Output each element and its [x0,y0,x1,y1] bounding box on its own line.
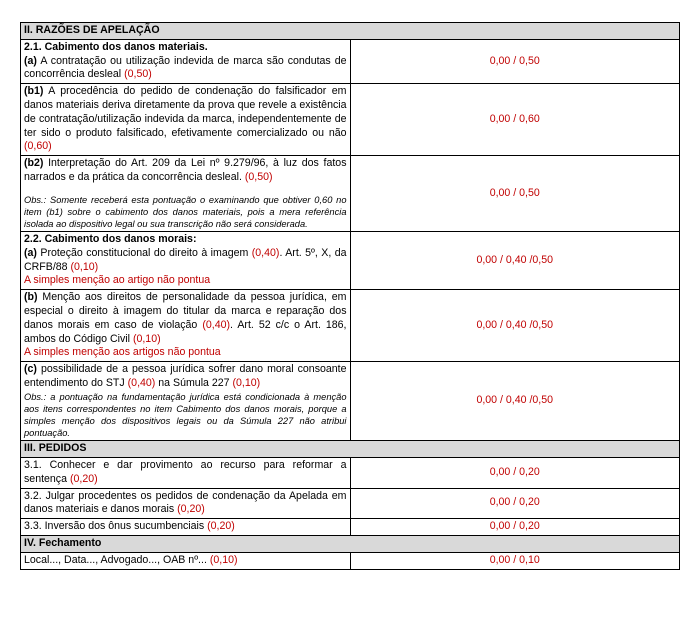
table-row [21,232,680,290]
criterion-text: Menção aos direitos de personalidade da pessoa jurídica, em especial o direito à imagem do titular da marca e reparação dos danos morais em caso de violação [24,291,347,331]
points-label: (0,10) [232,377,261,390]
score-cell: 0,00 / 0,20 [350,488,680,519]
warning-note: A simples menção aos artigos não pontua [24,346,221,359]
criterion-text: A procedência do pedido de condenação do falsificador em danos materiais deriva diretamente da prova que revele a existência de contratação/utilização indevida da marca, independentemente de ter sido o produto falsificado, efetivamente comercializado ou não [24,85,347,139]
points-label: (0,10) [70,260,99,273]
item-heading: 2.2. Cabimento dos danos morais: [24,233,197,246]
criterion-cell [21,156,351,232]
criterion-text: 3.3. Inversão dos ônus sucumbenciais [24,520,208,533]
score-cell: 0,00 / 0,20 [350,457,680,488]
criterion-cell [21,362,351,441]
points-label: (0,60) [24,140,52,153]
section-title: III. PEDIDOS [21,441,680,458]
table-row [21,290,680,362]
criterion-cell [21,39,351,83]
section-header-pedidos [21,441,680,458]
table-row [21,457,680,488]
points-label: (0,50) [124,68,152,81]
points-label: (0,20) [207,520,235,533]
section-header-fechamento [21,535,680,552]
table-row [21,488,680,519]
item-heading: 2.1. Cabimento dos danos materiais. [24,40,208,53]
criterion-text: Interpretação do Art. 209 da Lei nº 9.279/96, à luz dos fatos narrados e da prática da concorrência desleal. [24,157,347,183]
criterion-cell [21,84,351,156]
section-header-razoes [21,23,680,40]
criterion-text: . Art. 52 c/c o Art. 186, ambos do Código Civil [24,318,347,345]
table-row [21,84,680,156]
criterion-cell [21,290,351,362]
points-label: (0,20) [177,503,205,516]
score-cell: 0,00 / 0,10 [350,552,680,569]
score-cell: 0,00 / 0,50 [350,156,680,232]
score-cell: 0,00 / 0,40 /0,50 [350,232,680,290]
score-cell: 0,00 / 0,50 [350,39,680,83]
criterion-cell [21,519,351,536]
points-label: (0,10) [209,553,238,566]
observation-note: Obs.: Somente receberá esta pontuação o examinando que obtiver 0,60 no item (b1) sobre o cabimento dos danos materiais, pois a mera referência isolada ao dispositivo legal ou sua transcrição não será considerada. [24,194,347,229]
item-tag: (b1) [24,85,44,98]
criterion-text: na Súmula 227 [155,377,233,390]
table-row [21,39,680,83]
points-label: (0,40) [202,318,231,331]
criterion-text: 3.1. Conhecer e dar provimento ao recurso para reformar a sentença [24,458,347,485]
table-row [21,519,680,536]
points-label: (0,40) [251,246,280,259]
criterion-text: Proteção constitucional do direito à imagem [36,246,252,259]
grading-sheet [20,22,680,570]
section-title: IV. Fechamento [21,535,680,552]
criterion-cell [21,232,351,290]
points-label: (0,10) [132,332,161,345]
table-row [21,362,680,441]
criterion-cell [21,457,351,488]
item-tag: (c) [24,363,37,376]
score-cell: 0,00 / 0,60 [350,84,680,156]
criterion-text: Local..., Data..., Advogado..., OAB nº... [24,553,210,566]
criterion-text: possibilidade de a pessoa jurídica sofrer dano moral consoante entendimento do STJ [24,363,347,390]
score-cell: 0,00 / 0,40 /0,50 [350,290,680,362]
item-tag: (a) [24,246,37,259]
table-row [21,156,680,232]
item-tag: (a) [24,54,37,67]
warning-note: A simples menção ao artigo não pontua [24,274,211,287]
points-label: (0,40) [127,377,156,390]
section-title: II. RAZÕES DE APELAÇÃO [21,23,680,40]
criterion-cell [21,488,351,519]
criterion-text: . Art. 5º, X, da CRFB/88 [24,246,347,273]
points-label: (0,50) [244,170,273,183]
item-tag: (b) [24,291,38,304]
points-label: (0,20) [69,472,98,485]
grading-table [20,22,680,570]
item-tag: (b2) [24,157,44,170]
observation-note: Obs.: a pontuação na fundamentação jurídica está condicionada à menção aos itens correspondentes no item Cabimento dos danos morais, porque a simples menção dos dispositivos legais ou da Súmula 227 não atribui pontuação. [24,391,347,439]
criterion-text: 3.2. Julgar procedentes os pedidos de condenação da Apelada em danos materiais e danos morais [24,489,347,516]
score-cell: 0,00 / 0,40 /0,50 [350,362,680,441]
table-row [21,552,680,569]
score-cell: 0,00 / 0,20 [350,519,680,536]
criterion-text: A contratação ou utilização indevida de marca são condutas de concorrência desleal [24,54,347,81]
criterion-cell [21,552,351,569]
